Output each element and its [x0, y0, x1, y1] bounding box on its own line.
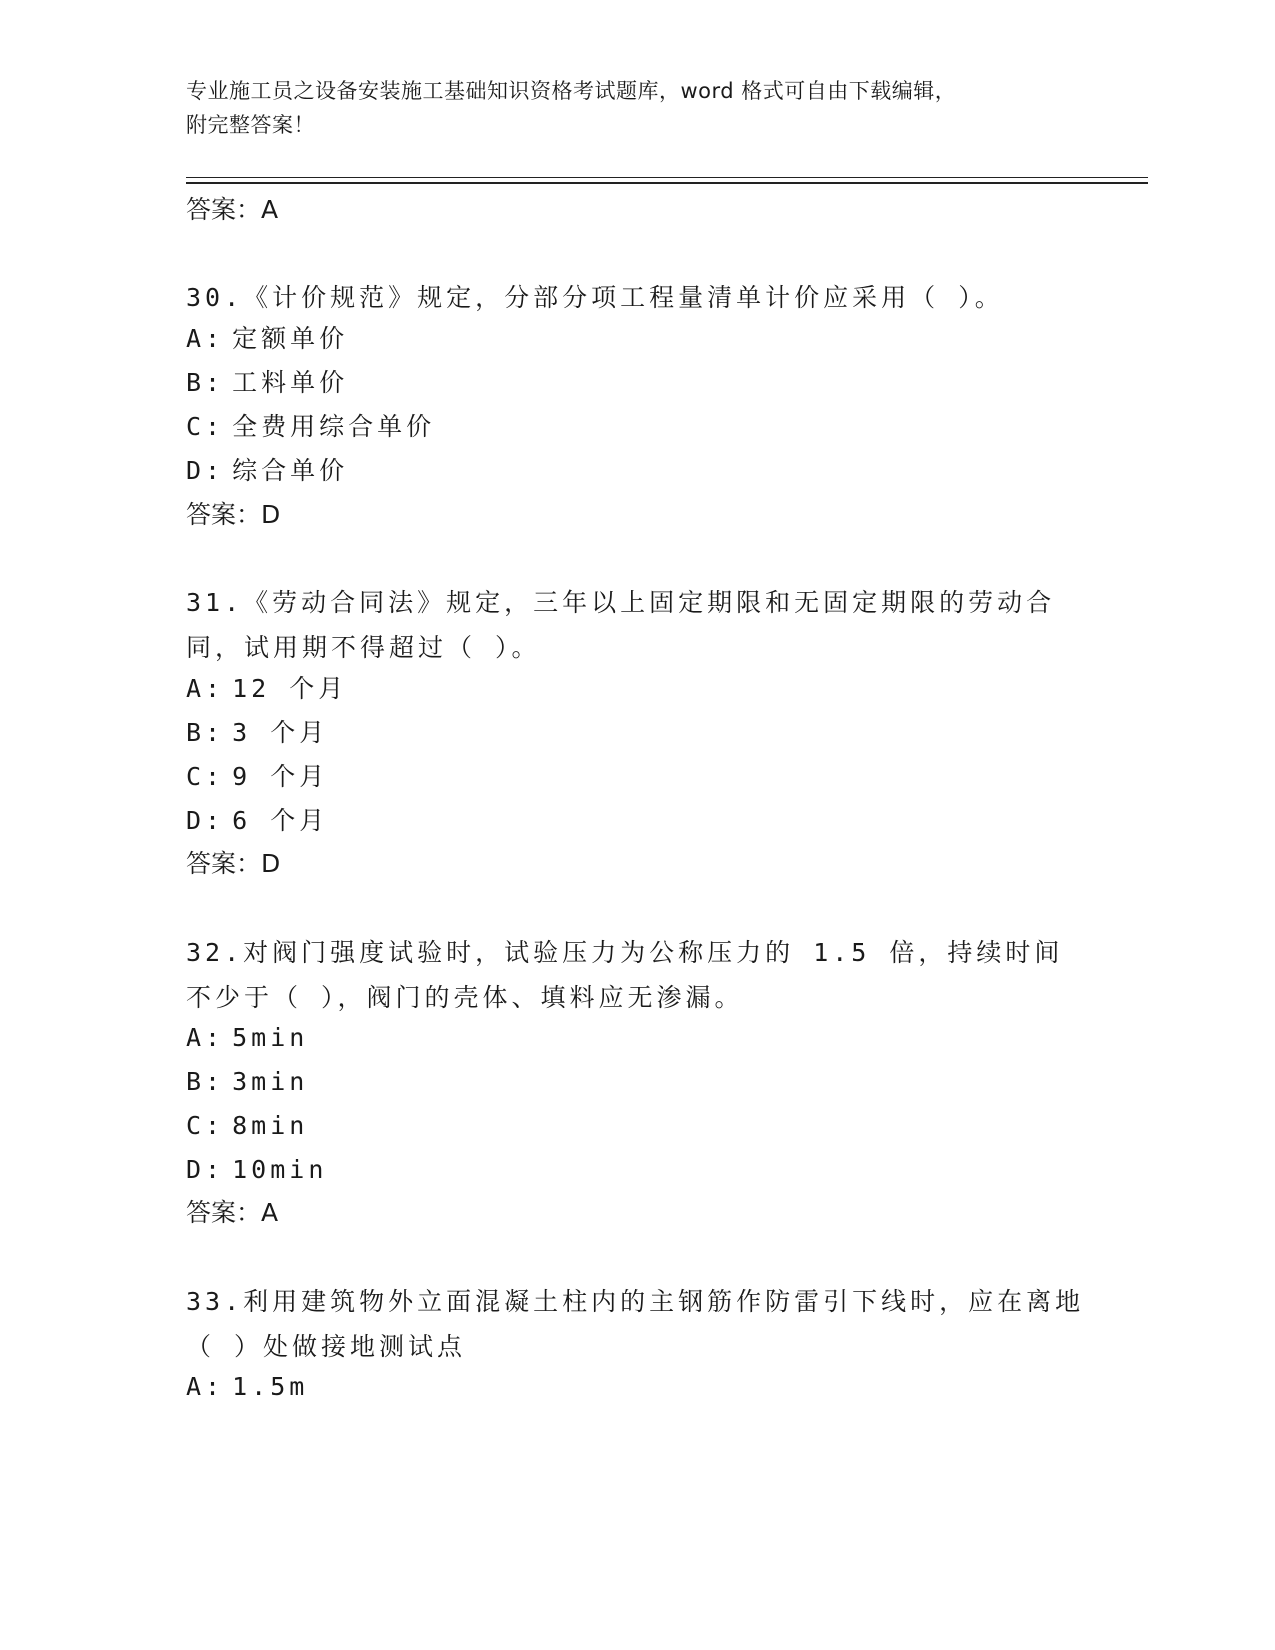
option-text: 1.5m [232, 1372, 309, 1401]
option-label: D: [186, 806, 225, 835]
question-30-text: 30.《计价规范》规定，分部分项工程量清单计价应采用（ ）。 [186, 283, 1004, 312]
question-31-option-c [186, 759, 328, 795]
question-32-option-d [186, 1152, 327, 1188]
option-label: C: [186, 1111, 225, 1140]
option-label: B: [186, 1067, 225, 1096]
header-divider-thin [186, 177, 1148, 178]
option-text: 10min [232, 1155, 328, 1184]
option-label: D: [186, 456, 225, 485]
option-text: 综合单价 [232, 456, 349, 485]
question-30-answer: 答案：D [186, 500, 281, 529]
header-line-1: 专业施工员之设备安装施工基础知识资格考试题库，word 格式可自由下载编辑， [186, 79, 957, 103]
option-label: C: [186, 762, 225, 791]
option-label: A: [186, 1023, 225, 1052]
question-32-text: 32.对阀门强度试验时，试验压力为公称压力的 1.5 倍，持续时间不少于（ ），阀门的壳体、填料应无渗漏。 [186, 938, 1064, 1012]
question-32-answer: 答案：A [186, 1198, 279, 1227]
question-33-text: 33.利用建筑物外立面混凝土柱内的主钢筋作防雷引下线时，应在离地（ ）处做接地测试点 [186, 1287, 1085, 1361]
question-30-option-d [186, 453, 348, 489]
header-divider-thick [186, 182, 1148, 184]
option-text: 8min [232, 1111, 309, 1140]
question-31-text: 31.《劳动合同法》规定，三年以上固定期限和无固定期限的劳动合同，试用期不得超过（ ）。 [186, 588, 1056, 662]
option-label: B: [186, 368, 225, 397]
option-text: 工料单价 [232, 368, 349, 397]
question-31-option-d [186, 803, 328, 839]
question-31-answer: 答案：D [186, 849, 281, 878]
option-text: 3 个月 [232, 718, 329, 747]
option-label: C: [186, 412, 225, 441]
question-33-option-a [186, 1369, 308, 1405]
option-label: B: [186, 718, 225, 747]
option-label: A: [186, 674, 225, 703]
option-text: 定额单价 [232, 324, 349, 353]
option-label: D: [186, 1155, 225, 1184]
option-text: 9 个月 [232, 762, 329, 791]
answer-previous: 答案：A [186, 195, 279, 224]
question-32-option-a [186, 1020, 308, 1056]
option-text: 3min [232, 1067, 309, 1096]
option-text: 5min [232, 1023, 309, 1052]
option-text: 全费用综合单价 [232, 412, 436, 441]
option-text: 12 个月 [232, 674, 348, 703]
question-30-option-c [186, 409, 435, 445]
question-32-option-b [186, 1064, 308, 1100]
option-text: 6 个月 [232, 806, 329, 835]
question-32-option-c [186, 1108, 308, 1144]
question-31-option-a [186, 671, 347, 707]
question-30-option-a [186, 321, 348, 357]
option-label: A: [186, 324, 225, 353]
question-31-option-b [186, 715, 328, 751]
question-30-option-b [186, 365, 348, 401]
document-header [186, 74, 1086, 142]
header-line-2: 附完整答案！ [186, 113, 315, 137]
option-label: A: [186, 1372, 225, 1401]
